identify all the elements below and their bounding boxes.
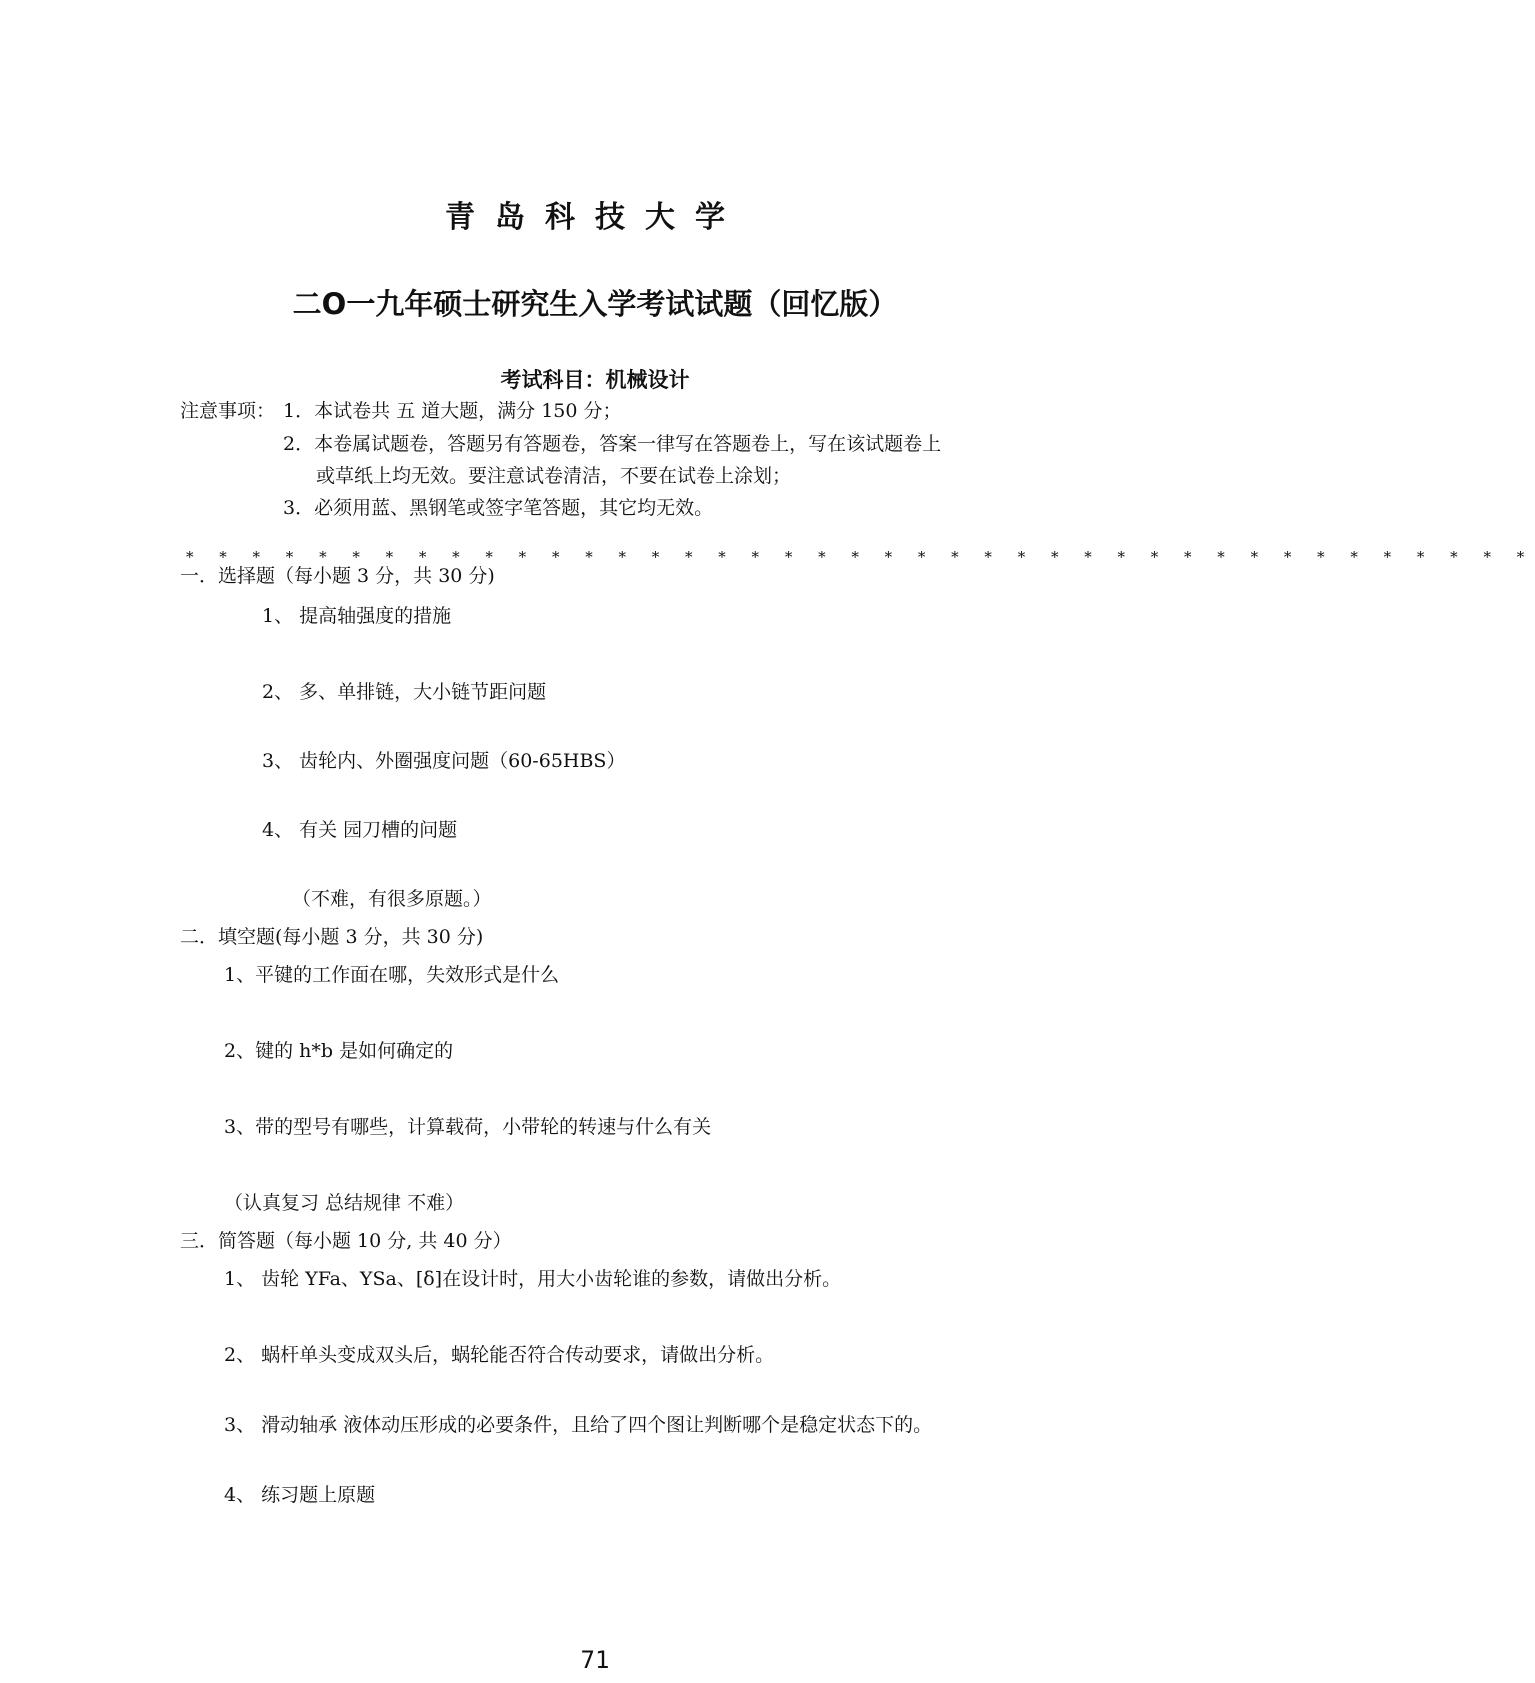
notice-item: 1．本试卷共 五 道大题，满分 150 分； bbox=[283, 400, 622, 422]
question-item: 2、键的 h*b 是如何确定的 bbox=[224, 1040, 454, 1062]
question-item: 4、 有关 园刀槽的问题 bbox=[262, 819, 458, 841]
notice-item: 2．本卷属试题卷，答题另有答题卷，答案一律写在答题卷上，写在该试题卷上 bbox=[283, 433, 942, 455]
notice-label: 注意事项： bbox=[180, 400, 276, 422]
section-comment: （认真复习 总结规律 不难） bbox=[224, 1192, 465, 1214]
separator-line: * * * * * * * * * * * * * * * * * * * * * * * * * * * * * * * * * * * * * * * * * bbox=[186, 548, 1535, 566]
question-item: 4、 练习题上原题 bbox=[224, 1484, 376, 1506]
section-heading: 三．简答题（每小题 10 分, 共 40 分） bbox=[180, 1230, 512, 1252]
section-heading: 二．填空题(每小题 3 分，共 30 分) bbox=[180, 926, 484, 948]
exam-subject: 考试科目：机械设计 bbox=[500, 368, 690, 392]
question-item: 3、带的型号有哪些，计算载荷，小带轮的转速与什么有关 bbox=[224, 1116, 712, 1138]
question-item: 1、 提高轴强度的措施 bbox=[262, 605, 452, 627]
university-name: 青岛科技大学 bbox=[445, 200, 745, 235]
exam-title: 二O一九年硕士研究生入学考试试题（回忆版） bbox=[292, 287, 898, 321]
question-item: 3、 滑动轴承 液体动压形成的必要条件，且给了四个图让判断哪个是稳定状态下的。 bbox=[224, 1414, 933, 1436]
question-item: 1、平键的工作面在哪，失效形式是什么 bbox=[224, 964, 560, 986]
question-item: 2、 蜗杆单头变成双头后，蜗轮能否符合传动要求，请做出分析。 bbox=[224, 1344, 775, 1366]
question-item: 3、 齿轮内、外圈强度问题（60-65HBS） bbox=[262, 750, 626, 772]
section-comment: （不难，有很多原题。） bbox=[292, 888, 492, 910]
question-item: 1、 齿轮 YFa、YSa、[δ]在设计时，用大小齿轮谁的参数，请做出分析。 bbox=[224, 1268, 842, 1290]
question-item: 2、 多、单排链，大小链节距问题 bbox=[262, 681, 547, 703]
section-heading: 一．选择题（每小题 3 分，共 30 分) bbox=[180, 565, 495, 587]
notice-item: 或草纸上均无效。要注意试卷清洁，不要在试卷上涂划； bbox=[316, 465, 792, 487]
notice-item: 3．必须用蓝、黑钢笔或签字笔答题，其它均无效。 bbox=[283, 497, 714, 519]
page-number: 71 bbox=[580, 1646, 610, 1674]
